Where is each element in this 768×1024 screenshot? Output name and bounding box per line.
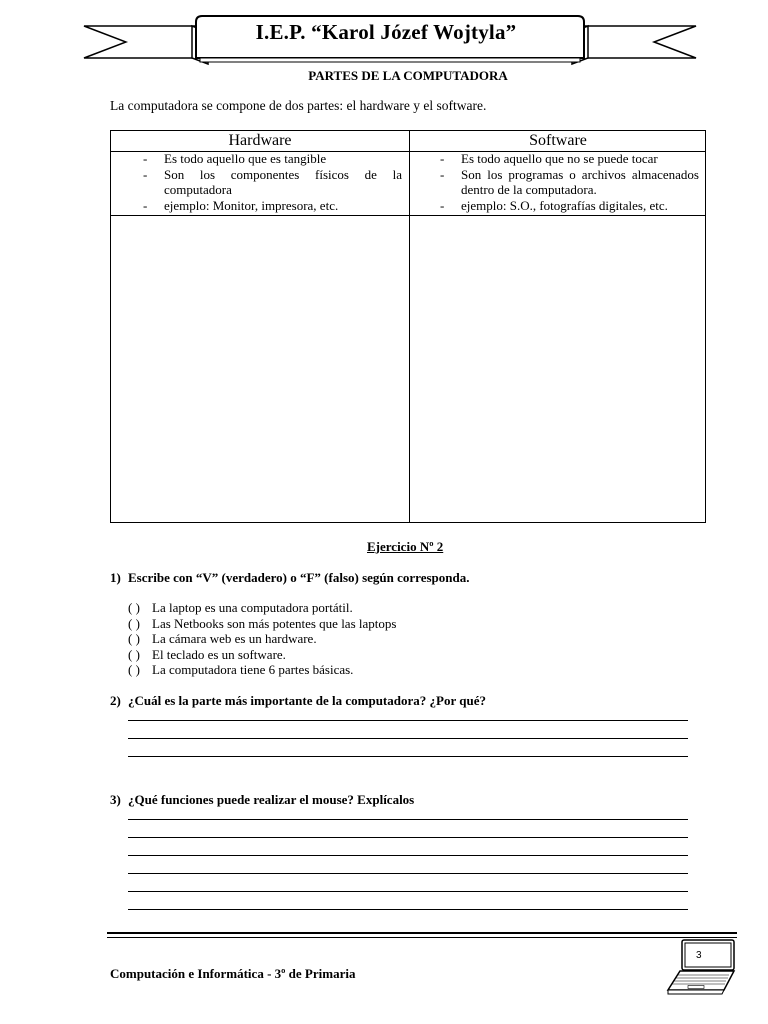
- list-item: - Son los componentes físicos de la computadora: [143, 166, 402, 197]
- exercise-title: Ejercicio Nº 2: [367, 539, 444, 554]
- hardware-software-table: [110, 130, 706, 523]
- list-item: - ejemplo: Monitor, impresora, etc.: [143, 197, 339, 213]
- tf-item[interactable]: ( ) La laptop es una computadora portátil.: [128, 600, 353, 615]
- tf-item[interactable]: ( ) La computadora tiene 6 partes básicas.: [128, 662, 354, 678]
- question-3: 3) ¿Qué funciones puede realizar el mouse? Explícalos: [110, 792, 415, 807]
- page-number: 3: [696, 950, 702, 961]
- answer-line[interactable]: [128, 891, 688, 892]
- laptop-icon: [666, 938, 738, 1000]
- software-header: Software: [529, 132, 587, 149]
- answer-line[interactable]: [128, 756, 688, 757]
- list-item: - Son los programas o archivos almacenados dentro de la computadora.: [440, 166, 699, 197]
- footer-divider: [107, 932, 737, 934]
- hardware-header: Hardware: [228, 132, 292, 149]
- tf-item[interactable]: ( ) El teclado es un software.: [128, 646, 286, 662]
- question-2: 2) ¿Cuál es la parte más importante de la computadora? ¿Por qué?: [110, 693, 486, 708]
- answer-line[interactable]: [128, 909, 688, 910]
- answer-line[interactable]: [128, 873, 688, 874]
- answer-line[interactable]: [128, 738, 688, 739]
- true-false-list: [128, 600, 396, 678]
- intro-text: La computadora se compone de dos partes: el hardware y el software.: [110, 98, 487, 113]
- footer-text: Computación e Informática - 3º de Primaria: [110, 966, 356, 981]
- tf-item[interactable]: ( ) La cámara web es un hardware.: [128, 631, 317, 647]
- list-item: - Es todo aquello que es tangible: [143, 151, 327, 166]
- hardware-list: [140, 151, 402, 213]
- question-1: 1) Escribe con “V” (verdadero) o “F” (falso) según corresponda.: [110, 570, 470, 585]
- school-title: I.E.P. “Karol Józef Wojtyla”: [255, 20, 517, 44]
- list-item: - Es todo aquello que no se puede tocar: [440, 151, 658, 166]
- answer-line[interactable]: [128, 837, 688, 838]
- answer-line[interactable]: [128, 720, 688, 721]
- answer-line[interactable]: [128, 855, 688, 856]
- footer-divider: [107, 937, 737, 938]
- answer-line[interactable]: [128, 819, 688, 820]
- tf-item[interactable]: ( ) Las Netbooks son más potentes que las laptops: [128, 615, 397, 631]
- list-item: - ejemplo: S.O., fotografías digitales, etc.: [440, 197, 668, 213]
- software-list: [437, 151, 699, 213]
- document-heading: PARTES DE LA COMPUTADORA: [308, 68, 508, 83]
